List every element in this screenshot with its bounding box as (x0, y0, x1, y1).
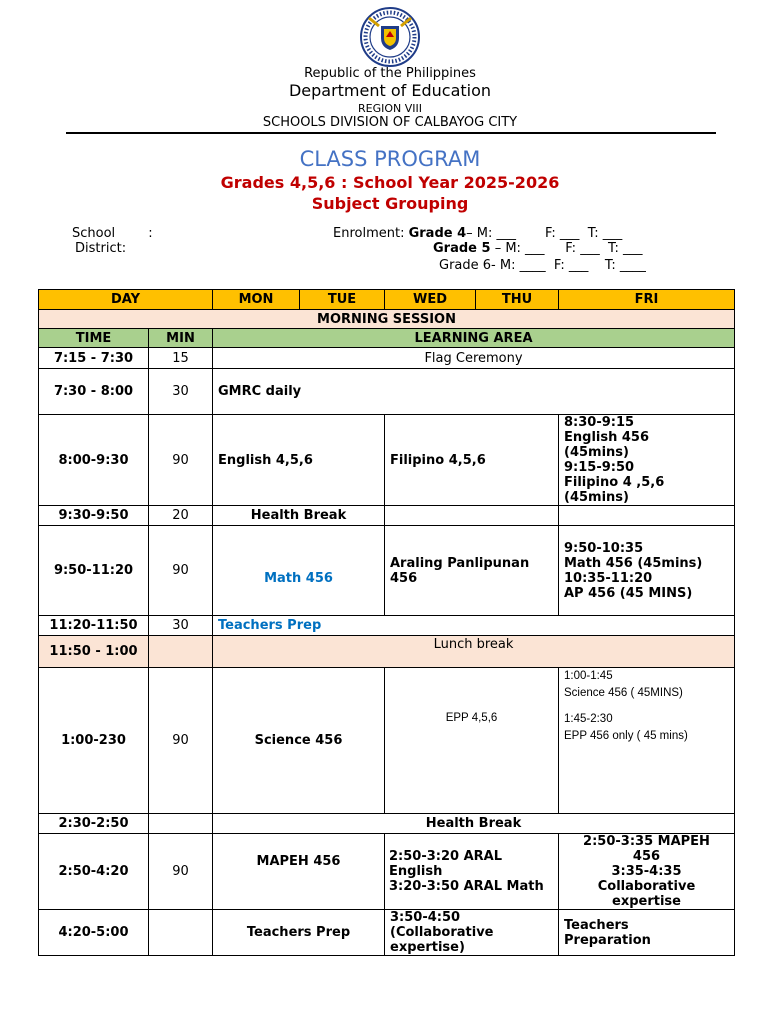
fri-line: EPP 456 only ( 45 mins) (564, 730, 688, 742)
lunch-break-cell (213, 636, 735, 668)
day-header: DAY (39, 290, 213, 310)
mapeh-label: MAPEH 456 (256, 854, 341, 869)
aral-line: 3:20-3:50 ARAL Math (389, 879, 544, 894)
fri-line: 2:50-3:35 MAPEH (583, 834, 710, 849)
division-line: SCHOOLS DIVISION OF CALBAYOG CITY (262, 115, 518, 130)
fri-line: 10:35-11:20 (564, 570, 653, 586)
ap-line: 456 (390, 570, 418, 586)
fri-line: Science 456 ( 45MINS) (564, 687, 683, 699)
day-header-row (39, 290, 735, 310)
math-label: Math 456 (264, 571, 333, 586)
min-cell: 90 (149, 415, 213, 506)
tue-header: TUE (300, 290, 385, 310)
grades-subtitle: Grades 4,5,6 : School Year 2025-2026 (220, 173, 560, 192)
time-cell: 11:20-11:50 (39, 616, 149, 636)
table-row (39, 506, 735, 526)
school-label: School : (72, 226, 153, 241)
fri-line: Teachers (564, 917, 629, 933)
fri-teachers-prep-cell (559, 910, 735, 956)
lunch-label: Lunch break (433, 637, 514, 652)
empty-cell (559, 506, 735, 526)
mon-header: MON (213, 290, 300, 310)
min-cell: 90 (149, 526, 213, 616)
min-header: MIN (149, 329, 213, 348)
min-cell: 30 (149, 369, 213, 415)
learning-area-header: LEARNING AREA (213, 329, 735, 348)
table-row (39, 415, 735, 506)
collaborative-cell (385, 910, 559, 956)
fri-line: Preparation (564, 932, 651, 948)
aral-cell (385, 834, 559, 910)
fri-line: English 456 (564, 430, 650, 445)
min-cell: 30 (149, 616, 213, 636)
aral-line: 2:50-3:20 ARAL (389, 849, 503, 864)
time-cell: 2:50-4:20 (39, 834, 149, 910)
science-cell: Science 456 (213, 668, 385, 814)
wed-header: WED (385, 290, 476, 310)
time-header: TIME (39, 329, 149, 348)
table-row (39, 369, 735, 415)
time-cell: 11:50 - 1:00 (39, 636, 149, 668)
teachers-prep-cell: Teachers Prep (213, 910, 385, 956)
gmrc-cell: GMRC daily (213, 369, 735, 415)
health-break-cell: Health Break (213, 506, 385, 526)
fri-line: expertise (612, 894, 681, 909)
morning-session-row (39, 310, 735, 329)
district-label: District: (75, 241, 127, 256)
fri-english-filipino-cell (559, 415, 735, 506)
republic-line: Republic of the Philippines (304, 66, 476, 81)
page-title: CLASS PROGRAM (299, 147, 481, 171)
health-break-cell: Health Break (213, 814, 735, 834)
class-program-table (38, 289, 735, 956)
time-cell: 4:20-5:00 (39, 910, 149, 956)
fri-line: 1:45-2:30 (564, 713, 613, 725)
collab-line: (Collaborative (390, 925, 494, 940)
deped-seal-logo (355, 6, 425, 68)
empty-cell (385, 506, 559, 526)
table-row (39, 814, 735, 834)
fri-header: FRI (559, 290, 735, 310)
table-row (39, 668, 735, 814)
time-cell: 9:50-11:20 (39, 526, 149, 616)
fri-line: Math 456 (45mins) (564, 555, 703, 571)
fri-line: 3:35-4:35 (611, 864, 682, 879)
table-row (39, 636, 735, 668)
header-divider (66, 132, 716, 134)
thu-header: THU (476, 290, 559, 310)
min-cell (149, 814, 213, 834)
fri-line: 8:30-9:15 (564, 415, 635, 430)
epp-label: EPP 4,5,6 (445, 711, 498, 724)
epp-cell (385, 668, 559, 814)
min-cell: 20 (149, 506, 213, 526)
fri-math-ap-cell (559, 526, 735, 616)
fri-line: 9:15-9:50 (564, 460, 635, 475)
fri-line: Collaborative (597, 879, 696, 894)
time-cell: 1:00-230 (39, 668, 149, 814)
english-cell: English 4,5,6 (213, 415, 385, 506)
enrolment-grade6: Grade 6- M: ____ F: ___ T: ____ (439, 258, 646, 273)
math-cell (213, 526, 385, 616)
aral-line: English (389, 864, 443, 879)
enrolment-grade4: Enrolment: Grade 4– M: ___ F: ___ T: ___ (333, 226, 623, 241)
fri-science-epp-cell (559, 668, 735, 814)
region-line: REGION VIII (357, 102, 422, 115)
fri-line: Filipino 4 ,5,6 (564, 475, 665, 490)
filipino-cell: Filipino 4,5,6 (385, 415, 559, 506)
flag-ceremony-cell: Flag Ceremony (213, 348, 735, 369)
mapeh-cell (213, 834, 385, 910)
fri-line: (45mins) (564, 445, 629, 460)
min-cell (149, 636, 213, 668)
enrolment-grade5: Grade 5 – M: ___ F: ___ T: ___ (433, 241, 643, 256)
fri-line: 1:00-1:45 (564, 670, 613, 682)
table-row (39, 348, 735, 369)
fri-line: AP 456 (45 MINS) (564, 585, 693, 601)
morning-session-label: MORNING SESSION (39, 310, 735, 329)
table-row (39, 526, 735, 616)
ap-line: Araling Panlipunan (390, 555, 530, 571)
table-row (39, 834, 735, 910)
time-cell: 7:15 - 7:30 (39, 348, 149, 369)
fri-line: 9:50-10:35 (564, 540, 644, 556)
grouping-subtitle: Subject Grouping (311, 194, 469, 213)
collab-line: 3:50-4:50 (390, 910, 461, 925)
department-line: Department of Education (288, 81, 492, 100)
fri-line: (45mins) (564, 490, 629, 505)
collab-line: expertise) (390, 940, 465, 955)
column-header-row (39, 329, 735, 348)
time-cell: 8:00-9:30 (39, 415, 149, 506)
min-cell (149, 910, 213, 956)
teachers-prep-cell: Teachers Prep (213, 616, 735, 636)
min-cell: 90 (149, 834, 213, 910)
table-row (39, 616, 735, 636)
time-cell: 2:30-2:50 (39, 814, 149, 834)
araling-panlipunan-cell (385, 526, 559, 616)
min-cell: 90 (149, 668, 213, 814)
time-cell: 7:30 - 8:00 (39, 369, 149, 415)
table-row (39, 910, 735, 956)
min-cell: 15 (149, 348, 213, 369)
time-cell: 9:30-9:50 (39, 506, 149, 526)
fri-line: 456 (632, 849, 661, 864)
fri-mapeh-cell (559, 834, 735, 910)
